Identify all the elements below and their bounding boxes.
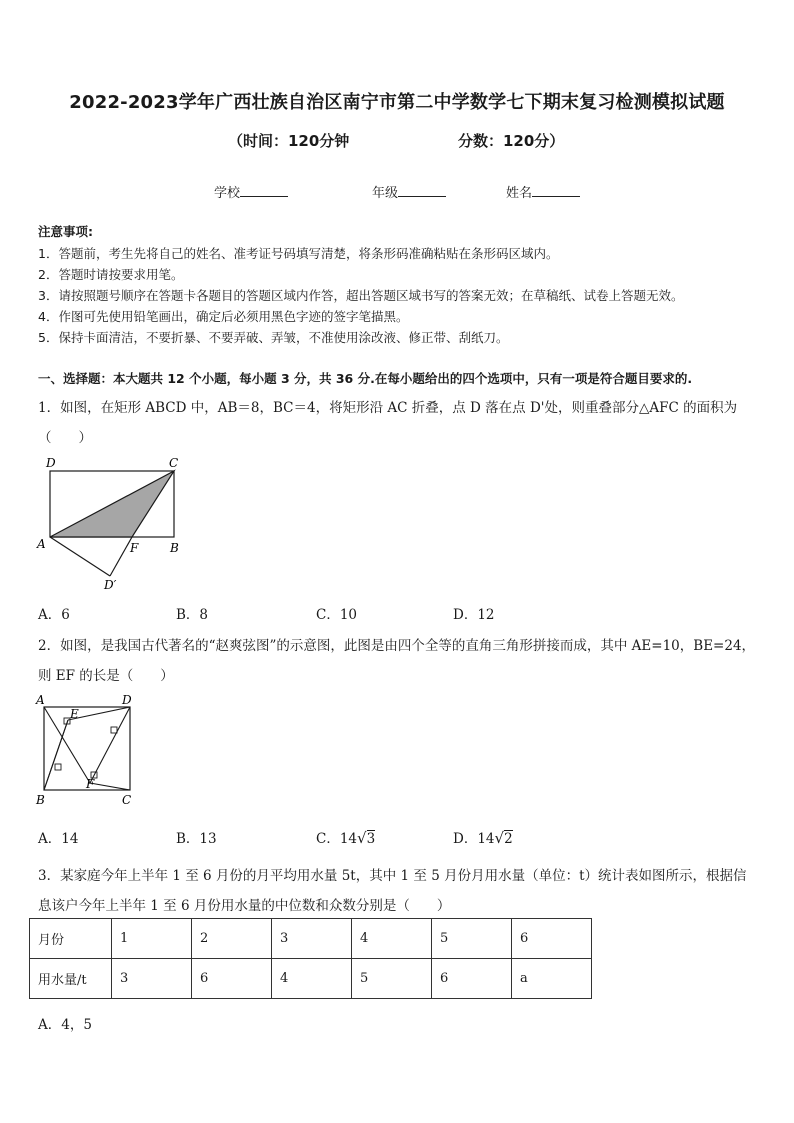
table-cell: 6 bbox=[432, 959, 512, 999]
right-angle-mark bbox=[111, 727, 117, 733]
q2-option-d-label: D．14 bbox=[453, 831, 495, 847]
table-cell: 5 bbox=[352, 959, 432, 999]
q1-option-b[interactable]: B．8 bbox=[176, 607, 209, 623]
label-c: C bbox=[122, 793, 132, 807]
table-cell: 2 bbox=[192, 919, 272, 959]
table-cell: 4 bbox=[352, 919, 432, 959]
q2-option-d[interactable] bbox=[453, 827, 513, 847]
school-label: 学校 bbox=[214, 186, 241, 201]
note-item: 3．请按照题号顺序在答题卡各题目的答题区域内作答，超出答题区域书写的答案无效；在草稿纸、试卷上答题无效。 bbox=[38, 288, 684, 303]
question-3-text: 3．某家庭今年上半年 1 至 6 月份的月平均用水量 5t，其中 1 至 5 月份月用水量（单位：t）统计表如图所示，根据信 bbox=[38, 868, 747, 884]
segment-be bbox=[44, 720, 68, 790]
q3-option-a[interactable]: A．4，5 bbox=[38, 1017, 92, 1033]
question-2-text: 2．如图，是我国古代著名的“赵爽弦图”的示意图，此图是由四个全等的直角三角形拼接而成，其中 AE=10，BE=24， bbox=[38, 638, 756, 654]
label-d: D bbox=[122, 693, 132, 707]
shaded-triangle-afc bbox=[50, 471, 174, 537]
table-cell: 月份 bbox=[30, 919, 112, 959]
q2-option-a[interactable]: A．14 bbox=[38, 831, 79, 847]
table-cell: 1 bbox=[112, 919, 192, 959]
segment-d-prime-f bbox=[110, 537, 132, 576]
total-score: 分数：120分） bbox=[458, 132, 565, 150]
q2-option-c-label: C．14 bbox=[316, 831, 358, 847]
water-usage-table bbox=[29, 918, 592, 999]
radicand: 2 bbox=[504, 831, 513, 847]
q1-option-a[interactable]: A．6 bbox=[38, 607, 70, 623]
label-f: F bbox=[130, 541, 139, 555]
name-label: 姓名 bbox=[506, 186, 533, 201]
school-field[interactable] bbox=[214, 182, 288, 201]
paper-title: 2022-2023学年广西壮族自治区南宁市第二中学数学七下期末复习检测模拟试题 bbox=[69, 92, 725, 113]
table-cell: 4 bbox=[272, 959, 352, 999]
label-d: D bbox=[46, 456, 56, 470]
q2-option-b[interactable]: B．13 bbox=[176, 831, 217, 847]
table-cell: 6 bbox=[512, 919, 592, 959]
question-1-figure bbox=[30, 452, 200, 597]
label-e: E bbox=[70, 707, 79, 721]
note-item: 1．答题前，考生先将自己的姓名、准考证号码填写清楚，将条形码准确粘贴在条形码区域内。 bbox=[38, 246, 559, 261]
table-cell: 6 bbox=[192, 959, 272, 999]
grade-label: 年级 bbox=[372, 186, 399, 201]
question-1-text: 1．如图，在矩形 ABCD 中，AB＝8，BC＝4，将矩形沿 AC 折叠，点 D 落在点 D'处，则重叠部分△AFC 的面积为 bbox=[38, 400, 738, 416]
table-cell: 3 bbox=[272, 919, 352, 959]
table-row bbox=[30, 959, 592, 999]
label-a: A bbox=[37, 537, 46, 551]
note-item: 4．作图可先使用铅笔画出，确定后必须用黑色字迹的签字笔描黑。 bbox=[38, 309, 409, 324]
name-blank[interactable] bbox=[532, 184, 580, 197]
label-b: B bbox=[170, 541, 179, 555]
q2-option-c[interactable] bbox=[316, 827, 375, 847]
time-limit: （时间：120分钟 bbox=[228, 132, 350, 150]
name-field[interactable] bbox=[506, 182, 580, 201]
section-heading: 一、选择题：本大题共 12 个小题，每小题 3 分，共 36 分.在每小题给出的四个选项中，只有一项是符合题目要求的. bbox=[38, 371, 693, 386]
label-f: F bbox=[86, 777, 95, 791]
radical-sign: √ bbox=[357, 829, 367, 847]
table-cell: 3 bbox=[112, 959, 192, 999]
label-a: A bbox=[36, 693, 45, 707]
grade-field[interactable] bbox=[372, 182, 446, 201]
q1-option-c[interactable]: C．10 bbox=[316, 607, 358, 623]
note-item: 5．保持卡面清洁，不要折暴、不要弄破、弄皱，不准使用涂改液、修正带、刮纸刀。 bbox=[38, 330, 509, 345]
table-cell: 用水量/t bbox=[30, 959, 112, 999]
table-cell: 5 bbox=[432, 919, 512, 959]
label-b: B bbox=[36, 793, 45, 807]
question-3-text-line2: 息该户今年上半年 1 至 6 月份用水量的中位数和众数分别是（ ） bbox=[38, 898, 451, 914]
note-item: 2．答题时请按要求用笔。 bbox=[38, 267, 184, 282]
label-c: C bbox=[169, 456, 179, 470]
segment-ad-prime bbox=[50, 537, 110, 576]
question-2-text-line2: 则 EF 的长是（ ） bbox=[38, 668, 174, 684]
label-d-prime: D′ bbox=[104, 578, 117, 592]
radical-sign: √ bbox=[494, 829, 505, 847]
question-1-paren: （ ） bbox=[38, 430, 92, 446]
notes-heading: 注意事项: bbox=[38, 224, 93, 239]
q1-option-d[interactable]: D．12 bbox=[453, 607, 495, 623]
right-angle-mark bbox=[55, 764, 61, 770]
segment-c bbox=[90, 783, 130, 790]
school-blank[interactable] bbox=[240, 184, 288, 197]
radicand: 3 bbox=[366, 831, 376, 847]
table-cell: a bbox=[512, 959, 592, 999]
question-2-figure bbox=[30, 690, 145, 810]
table-row bbox=[30, 919, 592, 959]
grade-blank[interactable] bbox=[398, 184, 446, 197]
